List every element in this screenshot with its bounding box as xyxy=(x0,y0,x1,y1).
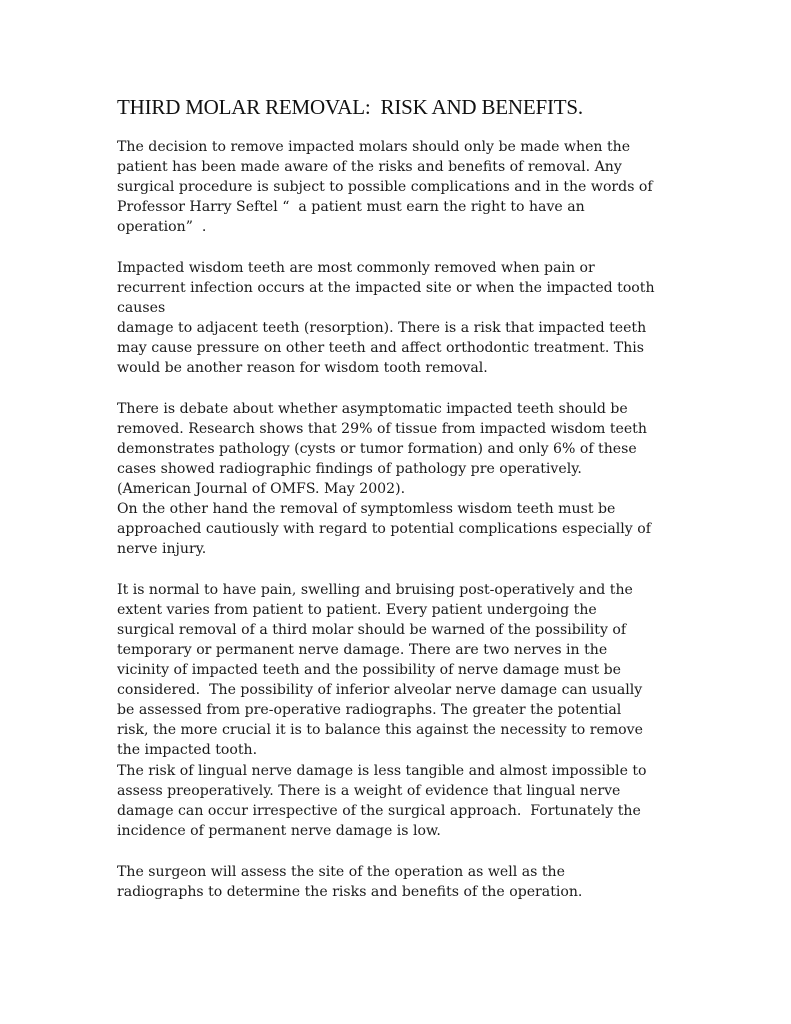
paragraph-line: demonstrates pathology (cysts or tumor formation) and only 6% of these xyxy=(117,441,637,457)
paragraph-line: Professor Harry Seftel “ a patient must earn the right to have an xyxy=(117,199,585,215)
paragraph-line: risk, the more crucial it is to balance this against the necessity to remove xyxy=(117,722,643,738)
paragraph-line: considered. The possibility of inferior alveolar nerve damage can usually xyxy=(117,682,643,698)
paragraph-line: cases showed radiographic findings of pathology pre operatively. xyxy=(117,461,582,477)
paragraph-line: There is debate about whether asymptomatic impacted teeth should be xyxy=(117,401,628,417)
paragraph-line: removed. Research shows that 29% of tissue from impacted wisdom teeth xyxy=(117,421,647,437)
paragraph-line: radiographs to determine the risks and benefits of the operation. xyxy=(117,884,583,900)
paragraph-line: be assessed from pre-operative radiographs. The greater the potential xyxy=(117,702,622,718)
paragraph-line: would be another reason for wisdom tooth removal. xyxy=(117,360,488,376)
paragraph-line: causes xyxy=(117,300,166,316)
paragraph-line: temporary or permanent nerve damage. There are two nerves in the xyxy=(117,642,608,658)
paragraph-line: The decision to remove impacted molars should only be made when the xyxy=(117,139,631,155)
paragraph-line: Impacted wisdom teeth are most commonly removed when pain or xyxy=(117,260,595,276)
paragraph-line: surgical procedure is subject to possible complications and in the words of xyxy=(117,179,653,195)
paragraph-line: extent varies from patient to patient. Every patient undergoing the xyxy=(117,602,597,618)
paragraph-line: On the other hand the removal of symptomless wisdom teeth must be xyxy=(117,501,616,517)
paragraph-line: the impacted tooth. xyxy=(117,742,258,758)
paragraph-line: (American Journal of OMFS. May 2002). xyxy=(117,481,406,497)
paragraph-line: It is normal to have pain, swelling and bruising post-operatively and the xyxy=(117,582,633,598)
paragraph-line: recurrent infection occurs at the impacted site or when the impacted tooth xyxy=(117,280,655,296)
paragraph-line: surgical removal of a third molar should be warned of the possibility of xyxy=(117,622,627,638)
paragraph-line: operation” . xyxy=(117,219,207,235)
paragraph-line: approached cautiously with regard to potential complications especially of xyxy=(117,521,651,537)
paragraph-line: damage can occur irrespective of the surgical approach. Fortunately the xyxy=(117,803,641,819)
paragraph-line: nerve injury. xyxy=(117,541,207,557)
paragraph-line: assess preoperatively. There is a weight of evidence that lingual nerve xyxy=(117,783,621,799)
paragraph-line: The surgeon will assess the site of the operation as well as the xyxy=(117,864,565,880)
document-title: THIRD MOLAR REMOVAL: RISK AND BENEFITS. xyxy=(117,95,583,119)
paragraph-line: vicinity of impacted teeth and the possibility of nerve damage must be xyxy=(117,662,622,678)
paragraph-line: may cause pressure on other teeth and affect orthodontic treatment. This xyxy=(117,340,645,356)
paragraph-line: damage to adjacent teeth (resorption). There is a risk that impacted teeth xyxy=(117,320,647,336)
paragraph-line: patient has been made aware of the risks and benefits of removal. Any xyxy=(117,159,622,175)
paragraph-line: The risk of lingual nerve damage is less tangible and almost impossible to xyxy=(117,763,647,779)
paragraph-line: incidence of permanent nerve damage is low. xyxy=(117,823,441,839)
